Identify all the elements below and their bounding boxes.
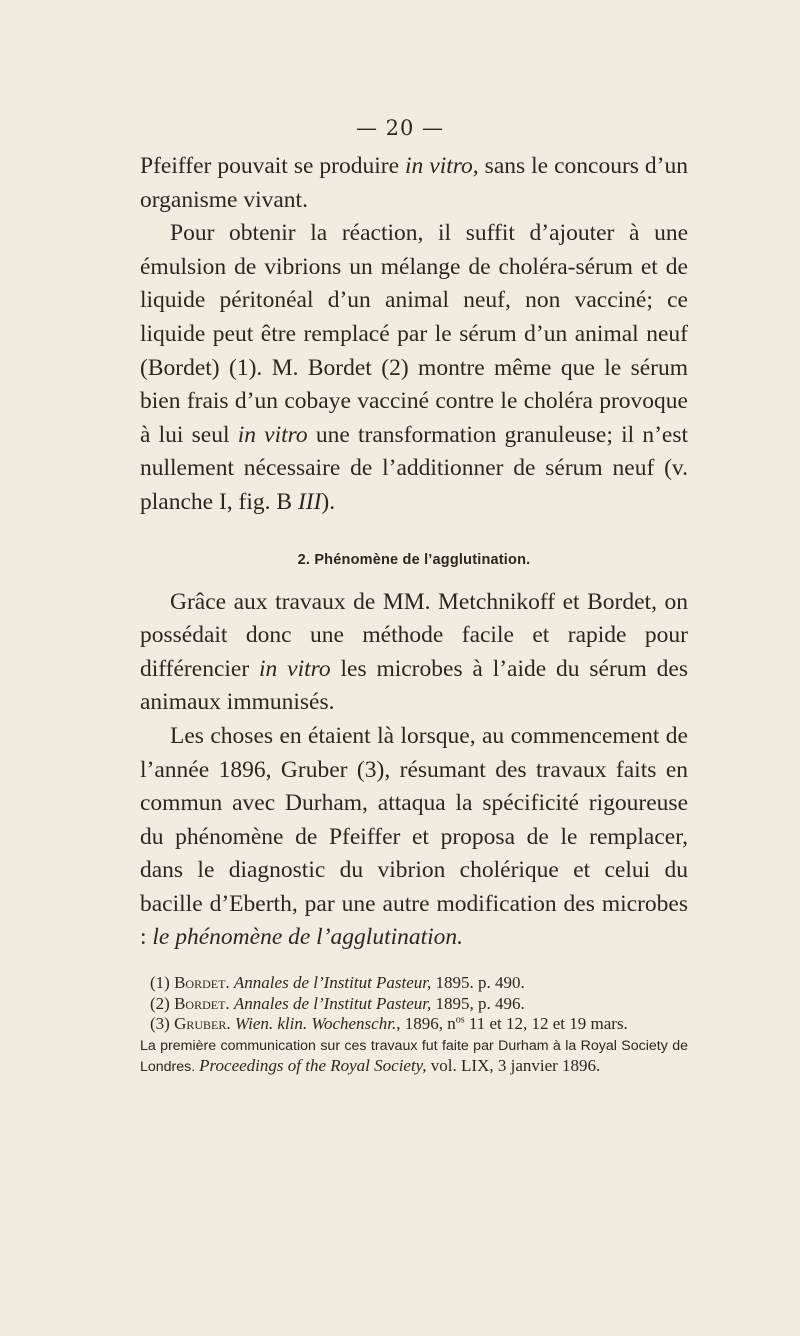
page-content — [140, 150, 688, 1078]
paragraph-4 — [140, 720, 688, 955]
footnote-details: 1895, p. 496. — [431, 993, 525, 1013]
text-run: les microbes à l’aide du sérum des animaux immunisés. — [140, 655, 688, 716]
paragraph-2 — [140, 217, 688, 519]
italic-run: in vitro, — [405, 153, 479, 179]
text-run: Grâce aux travaux de MM. Metchnikoff et Bordet, on possédait donc une méthode facile et rapide pour différencier — [140, 588, 688, 682]
paragraph-3 — [140, 586, 688, 720]
text-run: Pfeiffer pouvait se produire — [140, 153, 405, 179]
italic-run: in vitro — [259, 655, 331, 682]
footnote-note-text: La première communication sur ces travaux fut faite par Durham à la Royal Society de Londres. — [140, 1037, 688, 1076]
footnote-details: vol. LIX, 3 janvier 1896. — [426, 1056, 601, 1076]
paragraph-1 — [140, 150, 688, 217]
section-heading: 2. Phénomène de l’agglutination. — [297, 551, 531, 568]
text-run: une transformation granuleuse; il n’est nullement nécessaire de l’additionner de sérum neuf (v. planche I, fig. B — [140, 421, 689, 515]
footnote-marker: (1) — [150, 973, 175, 993]
footnote-details: 1896, n — [400, 1014, 456, 1034]
footnote-1 — [140, 973, 688, 994]
page-number: — 20 — — [355, 116, 445, 140]
footnote-marker: (2) — [150, 993, 175, 1013]
italic-run: III — [297, 488, 322, 515]
text-run: ). — [321, 488, 336, 515]
footnote-journal: Annales de l’Institut Pasteur, — [233, 973, 432, 993]
italic-run: in vitro — [237, 421, 308, 448]
footnote-author: Bordet. — [174, 993, 230, 1013]
footnote-journal: Wien. klin. Wochenschr., — [234, 1014, 401, 1034]
footnote-journal: Proceedings of the Royal Society, — [199, 1056, 427, 1076]
text-run: Pour obtenir la réaction, il suffit d’ajouter à une émulsion de vibrions un mélange de choléra-sérum et de liquide péritonéal d’un animal neuf, non vacciné; ce liquide peut être remplacé par le sérum d’un animal neuf (Bordet) (1). M. Bordet (2) montre même que le sérum bien frais d’un cobaye vacciné contre le choléra provoque à lui seul — [140, 220, 688, 448]
footnote-details: 1895. p. 490. — [431, 973, 525, 993]
footnote-3 — [140, 1014, 688, 1035]
footnote-2 — [140, 994, 688, 1015]
footnote-author: Bordet. — [174, 973, 230, 993]
footnote-journal: Annales de l’Institut Pasteur, — [233, 993, 432, 1013]
text-run: sans le concours d’un organisme vivant. — [140, 153, 688, 213]
footnote-author: Gruber. — [174, 1014, 231, 1034]
text-run: Les choses en étaient là lorsque, au commencement de l’année 1896, Gruber (3), résumant des travaux faits en commun avec Durham, attaqua la spécificité rigoureuse du phénomène de Pfeiffer et proposa de le remplacer, dans le diagnostic du vibrion cholérique et celui du bacille d’Eberth, par une autre modification des microbes : — [140, 722, 688, 951]
footnote-3-note — [140, 1035, 688, 1078]
footnote-details: 11 et 12, 12 et 19 mars. — [464, 1014, 628, 1034]
footnotes — [140, 973, 688, 1078]
footnote-marker: (3) — [150, 1014, 175, 1034]
footnote-superscript: os — [455, 1014, 465, 1026]
italic-run: le phénomène de l’agglutination. — [152, 924, 464, 951]
